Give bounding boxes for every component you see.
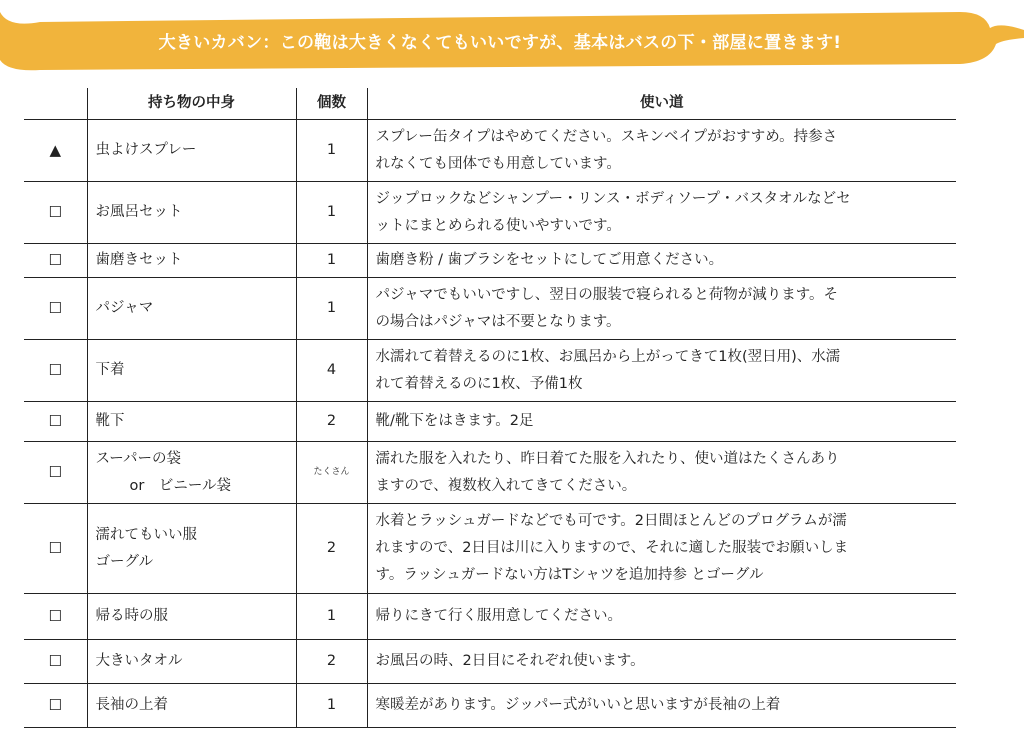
item-name — [87, 640, 296, 684]
item-name-line: or ビニール袋 — [129, 477, 232, 494]
item-name — [87, 244, 296, 278]
table-row — [24, 244, 956, 278]
item-name — [87, 182, 296, 244]
checkbox-icon[interactable]: ☐ — [24, 340, 87, 402]
table-row — [24, 504, 956, 594]
item-usage-line: 寒暖差があります。ジッパー式がいいと思いますが長袖の上着 — [375, 697, 781, 713]
item-name — [87, 594, 296, 640]
checkbox-icon[interactable]: ☐ — [24, 244, 87, 278]
item-usage — [367, 340, 956, 402]
item-usage-line: スプレー缶タイプはやめてください。スキンベイプがおすすめ。持参さ — [375, 128, 838, 145]
item-name-line: 帰る時の服 — [95, 608, 168, 624]
item-usage — [367, 640, 956, 684]
item-count: 2 — [296, 504, 367, 594]
item-usage-line: 水濡れて着替えるのに1枚、お風呂から上がってきて1枚(翌日用)、水濡 — [375, 348, 841, 365]
table-row — [24, 120, 956, 182]
item-count: 1 — [296, 244, 367, 278]
item-name-line: ゴーグル — [95, 553, 154, 570]
item-name-line: お風呂セット — [95, 204, 183, 220]
table-row — [24, 402, 956, 442]
item-usage-line: れますので、2日目は川に入りますので、それに適した服装でお願いしま — [375, 540, 849, 556]
item-usage-line: の場合はパジャマは不要となります。 — [375, 313, 621, 330]
checklist-table — [24, 88, 956, 728]
item-name — [87, 402, 296, 442]
item-count: たくさん — [296, 442, 367, 504]
item-usage — [367, 120, 956, 182]
item-usage — [367, 504, 956, 594]
triangle-icon: ▲ — [24, 120, 87, 182]
title-banner — [0, 0, 1024, 80]
checkbox-icon[interactable]: ☐ — [24, 442, 87, 504]
checkbox-icon[interactable]: ☐ — [24, 504, 87, 594]
header-usage: 使い道 — [367, 88, 956, 120]
item-usage-line: お風呂の時、2日目にそれぞれ使います。 — [375, 653, 645, 669]
item-name — [87, 278, 296, 340]
item-name-line: 長袖の上着 — [95, 697, 168, 713]
item-name-line: 歯磨きセット — [95, 252, 183, 268]
checkbox-icon[interactable]: ☐ — [24, 684, 87, 728]
item-name-line: 下着 — [95, 362, 125, 378]
item-usage-line: ットにまとめられる使いやすいです。 — [375, 217, 621, 234]
item-count: 4 — [296, 340, 367, 402]
table-row — [24, 640, 956, 684]
item-usage-line: ジップロックなどシャンプー・リンス・ボディソープ・バスタオルなどセ — [375, 190, 851, 207]
item-usage-line: 濡れた服を入れたり、昨日着てた服を入れたり、使い道はたくさんあり — [375, 450, 840, 467]
item-usage-line: れて着替えるのに1枚、予備1枚 — [375, 375, 583, 392]
table-row — [24, 182, 956, 244]
item-count: 2 — [296, 402, 367, 442]
table-row — [24, 278, 956, 340]
item-usage-line: 水着とラッシュガードなどでも可です。2日間ほとんどのプログラムが濡 — [375, 513, 847, 529]
checkbox-icon[interactable]: ☐ — [24, 278, 87, 340]
item-usage — [367, 442, 956, 504]
item-name-line: 虫よけスプレー — [95, 142, 197, 158]
table-row — [24, 340, 956, 402]
item-name — [87, 120, 296, 182]
item-name-line: 大きいタオル — [95, 653, 183, 669]
item-count: 2 — [296, 640, 367, 684]
item-usage-line: パジャマでもいいですし、翌日の服装で寝られると荷物が減ります。そ — [375, 286, 839, 303]
table-row — [24, 442, 956, 504]
item-count: 1 — [296, 594, 367, 640]
item-usage-line: 歯磨き粉 / 歯ブラシをセットにしてご用意ください。 — [375, 252, 724, 268]
header-mark — [24, 88, 87, 120]
item-count: 1 — [296, 120, 367, 182]
item-name-line: パジャマ — [95, 300, 154, 316]
item-usage — [367, 684, 956, 728]
item-usage — [367, 244, 956, 278]
item-name — [87, 684, 296, 728]
item-name-line: スーパーの袋 — [95, 450, 182, 467]
item-usage — [367, 182, 956, 244]
banner-title: 大きいカバン：この鞄は大きくなくてもいいですが、基本はバスの下・部屋に置きます! — [158, 32, 842, 53]
item-usage — [367, 594, 956, 640]
item-usage-line: す。ラッシュガードない方はTシャツを追加持参 とゴーグル — [375, 567, 764, 583]
table-header-row — [24, 88, 956, 120]
item-usage — [367, 278, 956, 340]
item-usage-line: ますので、複数枚入れてきてください。 — [375, 477, 637, 494]
item-name-line: 濡れてもいい服 — [95, 526, 197, 543]
item-count: 1 — [296, 182, 367, 244]
table-row — [24, 684, 956, 728]
checkbox-icon[interactable]: ☐ — [24, 640, 87, 684]
item-name — [87, 340, 296, 402]
header-item: 持ち物の中身 — [87, 88, 296, 120]
checkbox-icon[interactable]: ☐ — [24, 594, 87, 640]
item-usage — [367, 402, 956, 442]
checkbox-icon[interactable]: ☐ — [24, 402, 87, 442]
header-count: 個数 — [296, 88, 367, 120]
item-usage-line: れなくても団体でも用意しています。 — [375, 155, 621, 172]
item-name-line: 靴下 — [95, 413, 125, 429]
item-name — [87, 504, 296, 594]
item-count: 1 — [296, 684, 367, 728]
item-usage-line: 帰りにきて行く服用意してください。 — [375, 608, 622, 624]
checkbox-icon[interactable]: ☐ — [24, 182, 87, 244]
item-name — [87, 442, 296, 504]
table-row — [24, 594, 956, 640]
item-usage-line: 靴/靴下をはきます。2足 — [375, 413, 534, 429]
item-count: 1 — [296, 278, 367, 340]
